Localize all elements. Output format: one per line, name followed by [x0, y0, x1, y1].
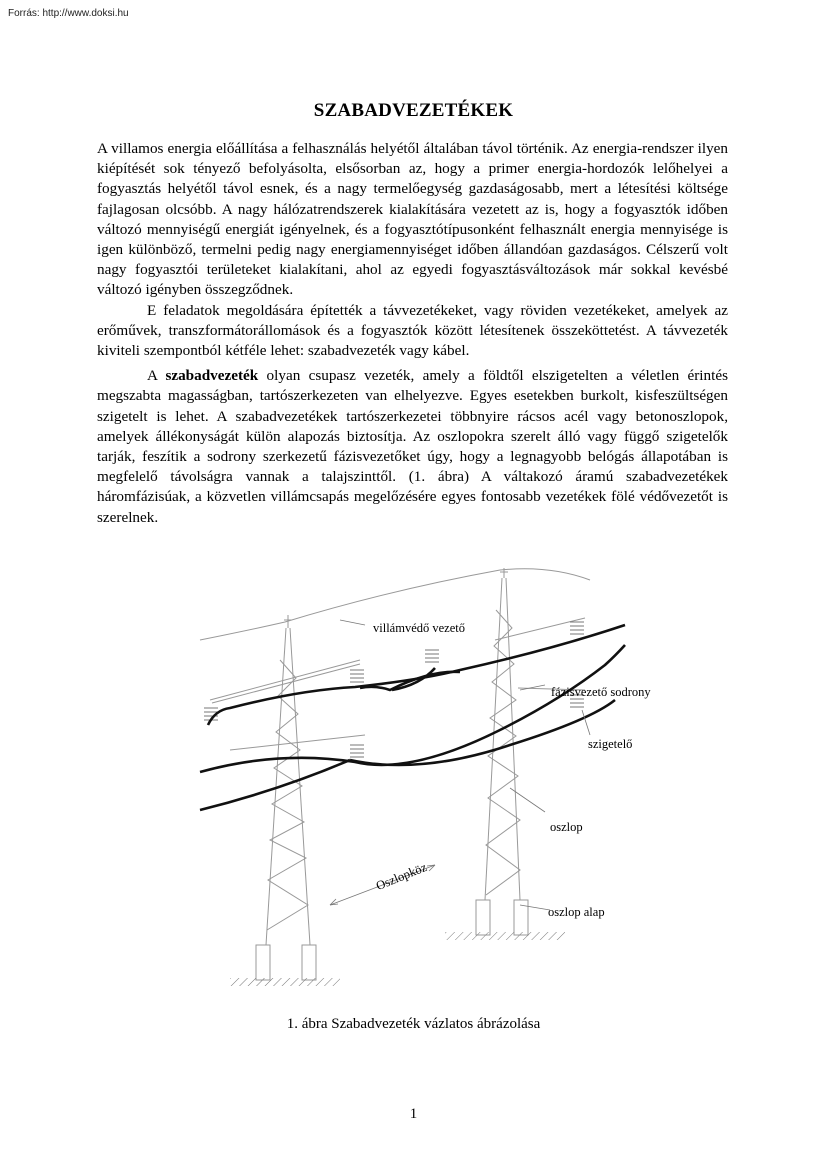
figure-caption: 1. ábra Szabadvezeték vázlatos ábrázolása: [286, 1016, 541, 1032]
paragraph-3-pre: A: [147, 367, 166, 385]
label-shield-wire: villámvédő vezető: [373, 621, 465, 635]
label-phase-conductor: fázisvezető sodrony: [551, 685, 651, 699]
phase-conductors: [200, 625, 625, 810]
page-number: 1: [409, 1106, 418, 1122]
paragraph-1: A villamos energia előállítása a felhasználás helyétől általában távol történik. Az energia-rendszer ilyen kiépítését sok tényező befolyásolta, elsősorban az, hogy a primer energia-hordozók lelőhelyei a fogyasztás helyétől távol esnek, és a nagy termelőegység gazdaságosabb, mert a létesítési költsége fajlagosan olcsóbb. A nagy hálózatrendszerek kialakítására vezetett az is, hogy a fogyasztók időben változó mennyiségű energiát igényelnek, és a fogyasztótípusonként felhasznált energia mennyisége is igen különböző, termelni pedig nagy energiamennyiséget időben állandóan gazdaságos. Célszerű volt nagy fogyasztói területeket kialakítani, ahol az egyedi fogyasztásváltozások már sokkal kevésbé változó igényben összegződnek.: [97, 140, 728, 299]
source-note: Forrás: http://www.doksi.hu: [8, 8, 129, 19]
label-tower: oszlop: [550, 820, 583, 834]
body-text: [97, 139, 728, 528]
right-foundation: [445, 900, 565, 940]
left-tower: [210, 615, 365, 945]
label-tower-foundation: oszlop alap: [548, 905, 605, 919]
paragraph-3-bold-term: szabadvezeték: [165, 367, 259, 385]
left-foundation: [230, 945, 340, 986]
paragraph-3: [97, 366, 728, 528]
overhead-line-figure: [190, 560, 670, 990]
paragraph-2: E feladatok megoldására építették a távvezetékeket, vagy röviden vezetékeket, amelyek az erőművek, transzformátorállomások és a fogyasztók között létesítenek összeköttetést. A távvezeték kiviteli szempontból kétféle lehet: szabadvezeték vagy kábel.: [97, 301, 728, 360]
label-insulator: szigetelő: [588, 737, 633, 751]
label-span: Oszlopköz: [374, 859, 429, 893]
paragraph-3-post: olyan csupasz vezeték, amely a földtől elszigetelten a véletlen érintés megszabta magasságban, tartószerkezeten van elhelyezve. Egyes esetekben burkolt, kisfeszültségen szigetelt is lehet. A szabadvezetékek tartószerkezetei többnyire rácsos acél vagy betonoszlopok, amelyek állékonyságát külön alapozás biztosítja. Az oszlopokra szerelt álló vagy függő szigetelők tarják, feszítik a sodrony szerkezetű fázisvezetőket úgy, hogy a legnagyobb belógás állapotában is megfelelő távolságra vannak a talajszinttől. (1. ábra) A váltakozó áramú szabadvezetékek háromfázisúak, a közvetlen villámcsapás megelőzésére egyes fontosabb vezetékek fölé védővezetőt is szerelnek.: [97, 367, 728, 526]
page-title: SZABADVEZETÉKEK: [313, 100, 514, 121]
right-tower: [485, 568, 585, 900]
